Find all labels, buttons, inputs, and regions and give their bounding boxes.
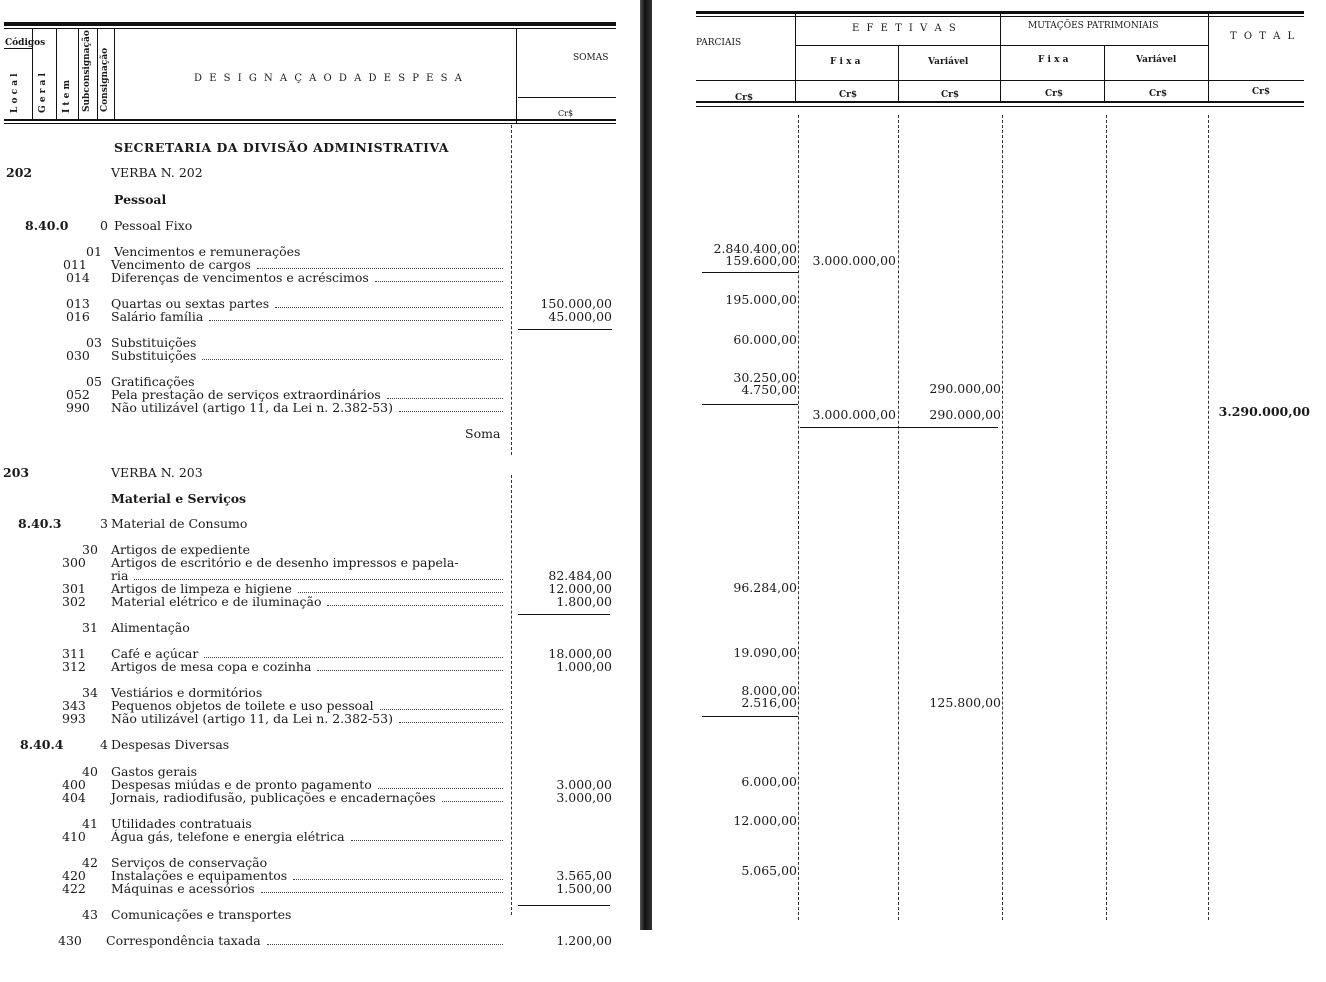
parciais-value: 2.840.400,00 (713, 241, 797, 256)
row-code: 410 (62, 829, 86, 844)
local-header: L o c a l (10, 73, 20, 113)
currency-mutacoes-fixa: Cr$ (1045, 89, 1064, 99)
dot-leader-line (351, 840, 503, 841)
row-code: 01 (86, 244, 102, 259)
currency-efetivas-fixa: Cr$ (839, 90, 858, 100)
dot-leader-line (442, 801, 503, 802)
row-description: Instalações e equipamentos (111, 868, 288, 883)
dot-leader-line (275, 307, 503, 308)
row-description: Pessoal (114, 192, 167, 207)
row-code: 422 (62, 881, 86, 896)
parciais-value: 96.284,00 (733, 580, 797, 595)
row-description: Material de Consumo (111, 516, 248, 531)
row-subcode: 0 (100, 218, 108, 233)
row-description: Artigos de escritório e de desenho impressos e papela- (111, 555, 459, 570)
row-code: 430 (58, 933, 82, 948)
book-spine (640, 0, 652, 930)
row-description: Artigos de expediente (111, 542, 251, 557)
dot-leader-line (202, 359, 503, 360)
soma-value: 3.000,00 (556, 777, 612, 792)
row-code: 8.40.3 (18, 516, 62, 531)
parciais-value: 195.000,00 (725, 292, 797, 307)
parciais-value: 5.065,00 (741, 863, 797, 878)
row-description: VERBA N. 202 (111, 165, 203, 180)
row-description: Gratificações (111, 374, 195, 389)
row-description: Artigos de mesa copa e cozinha (111, 659, 312, 674)
row-description: Material e Serviços (111, 491, 247, 506)
row-code: 301 (62, 581, 86, 596)
parciais-value: 8.000,00 (741, 683, 797, 698)
row-description: Pela prestação de serviços extraordinários (111, 387, 381, 402)
subconsignacao-header: Subconsignação (82, 30, 92, 112)
soma-value: 1.500,00 (556, 881, 612, 896)
soma-value: 12.000,00 (548, 581, 612, 596)
efetivas-fixa-value: 3.000.000,00 (812, 253, 896, 268)
somas-currency: Cr$ (558, 109, 574, 118)
parciais-value: 4.750,00 (741, 382, 797, 397)
row-subcode: 4 (100, 737, 108, 752)
page-title: SECRETARIA DA DIVISÃO ADMINISTRATIVA (114, 140, 449, 155)
efetivas-header: E F E T I V A S (852, 23, 958, 34)
row-description: Diferenças de vencimentos e acréscimos (111, 270, 369, 285)
row-code: 400 (62, 777, 86, 792)
soma-value: 18.000,00 (548, 646, 612, 661)
row-code: 016 (66, 309, 90, 324)
somas-header: SOMAS (573, 53, 609, 63)
geral-header: G e r a l (38, 73, 48, 113)
left-page (0, 0, 640, 982)
parciais-value: 30.250,00 (733, 370, 797, 385)
efetivas-fixa-header: F i x a (830, 57, 861, 67)
parciais-value: 12.000,00 (733, 813, 797, 828)
row-code: 41 (82, 816, 98, 831)
dot-leader-line (261, 892, 503, 893)
row-description: Pequenos objetos de toilete e uso pessoal (111, 698, 374, 713)
dot-leader-line (204, 657, 503, 658)
parciais-value: 60.000,00 (733, 332, 797, 347)
row-code: 404 (62, 790, 86, 805)
row-code: 052 (66, 387, 90, 402)
soma-value: 1.800,00 (556, 594, 612, 609)
row-code: 311 (62, 646, 86, 661)
row-code: 014 (66, 270, 90, 285)
row-description: Quartas ou sextas partes (111, 296, 270, 311)
row-code: 990 (66, 400, 90, 415)
row-description: Salário família (111, 309, 204, 324)
row-code: 34 (82, 685, 98, 700)
soma-label: Soma (465, 426, 501, 441)
dot-leader-line (327, 605, 503, 606)
row-code: 42 (82, 855, 98, 870)
codigos-header: Códigos (5, 38, 46, 48)
row-description: Café e açúcar (111, 646, 199, 661)
soma-value: 3.565,00 (556, 868, 612, 883)
dot-leader-line (375, 281, 503, 282)
row-description: Alimentação (111, 620, 190, 635)
row-description: Vencimentos e remunerações (114, 244, 301, 259)
parciais-value: 2.516,00 (741, 695, 797, 710)
row-description: Gastos gerais (111, 764, 198, 779)
parciais-value: 6.000,00 (741, 774, 797, 789)
row-code: 300 (62, 555, 86, 570)
row-code: 31 (82, 620, 98, 635)
currency-total: Cr$ (1252, 87, 1271, 97)
total-value: 3.290.000,00 (1218, 404, 1310, 419)
row-description: Pessoal Fixo (114, 218, 193, 233)
designacao-header: D E S I G N A Ç A O D A D E S P E S A (194, 73, 464, 84)
currency-parciais: Cr$ (735, 93, 754, 103)
row-description: VERBA N. 203 (111, 465, 203, 480)
mutacoes-fixa-header: F i x a (1038, 55, 1069, 65)
row-description: Despesas Diversas (111, 737, 230, 752)
mutacoes-header: MUTAÇÕES PATRIMONIAIS (1028, 21, 1159, 31)
row-description: Comunicações e transportes (111, 907, 292, 922)
row-description: Máquinas e acessórios (111, 881, 255, 896)
item-header: I t e m (62, 79, 72, 113)
row-description: Material elétrico e de iluminação (111, 594, 322, 609)
row-description: ria (111, 568, 129, 583)
total-header: T O T A L (1230, 31, 1297, 42)
row-description: Jornais, radiodifusão, publicações e encadernações (111, 790, 436, 805)
row-description: Despesas miúdas e de pronto pagamento (111, 777, 372, 792)
row-description: Água gás, telefone e energia elétrica (111, 829, 345, 844)
right-page (660, 0, 1326, 982)
dot-leader-line (134, 579, 503, 580)
soma-value: 1.000,00 (556, 659, 612, 674)
parciais-value: 19.090,00 (733, 645, 797, 660)
dot-leader-line (378, 788, 503, 789)
efetivas-variavel-value: 290.000,00 (929, 381, 1001, 396)
dot-leader-line (293, 879, 503, 880)
currency-efetivas-variavel: Cr$ (941, 90, 960, 100)
row-code: 05 (86, 374, 102, 389)
row-code: 40 (82, 764, 98, 779)
row-code: 312 (62, 659, 86, 674)
dot-leader-line (267, 944, 503, 945)
dot-leader-line (399, 722, 503, 723)
row-description: Não utilizável (artigo 11, da Lei n. 2.382-53) (111, 400, 393, 415)
soma-value: 82.484,00 (548, 568, 612, 583)
row-code: 03 (86, 335, 102, 350)
dot-leader-line (257, 268, 503, 269)
row-code: 302 (62, 594, 86, 609)
dot-leader-line (298, 592, 503, 593)
soma-value: 3.000,00 (556, 790, 612, 805)
row-code: 420 (62, 868, 86, 883)
row-code: 8.40.0 (25, 218, 69, 233)
row-description: Correspondência taxada (106, 933, 261, 948)
row-code: 011 (63, 257, 87, 272)
row-code: 43 (82, 907, 98, 922)
row-code: 8.40.4 (20, 737, 64, 752)
row-description: Vestiários e dormitórios (111, 685, 263, 700)
soma-value: 45.000,00 (548, 309, 612, 324)
parciais-header: PARCIAIS (696, 38, 742, 48)
row-code: 202 (6, 165, 33, 180)
efetivas-variavel-value: 125.800,00 (929, 695, 1001, 710)
efetivas-fixa-value: 3.000.000,00 (812, 407, 896, 422)
consignacao-header: Consignação (100, 47, 110, 112)
row-description: Substituições (111, 348, 197, 363)
currency-mutacoes-variavel: Cr$ (1149, 89, 1168, 99)
row-description: Substituições (111, 335, 197, 350)
soma-value: 1.200,00 (556, 933, 612, 948)
row-code: 993 (62, 711, 86, 726)
row-code: 30 (82, 542, 98, 557)
row-code: 203 (3, 465, 30, 480)
efetivas-variavel-value: 290.000,00 (929, 407, 1001, 422)
row-subcode: 3 (100, 516, 108, 531)
row-description: Vencimento de cargos (111, 257, 251, 272)
row-code: 013 (66, 296, 90, 311)
dot-leader-line (380, 709, 503, 710)
efetivas-variavel-header: Variável (928, 57, 969, 67)
row-code: 343 (62, 698, 86, 713)
dot-leader-line (387, 398, 503, 399)
soma-value: 150.000,00 (540, 296, 612, 311)
row-description: Não utilizável (artigo 11, da Lei n. 2.382-53) (111, 711, 393, 726)
mutacoes-variavel-header: Variável (1136, 55, 1177, 65)
row-description: Utilidades contratuais (111, 816, 252, 831)
row-description: Artigos de limpeza e higiene (111, 581, 292, 596)
row-code: 030 (66, 348, 90, 363)
dot-leader-line (399, 411, 503, 412)
parciais-value: 159.600,00 (725, 253, 797, 268)
dot-leader-line (209, 320, 503, 321)
dot-leader-line (317, 670, 503, 671)
row-description: Serviços de conservação (111, 855, 268, 870)
